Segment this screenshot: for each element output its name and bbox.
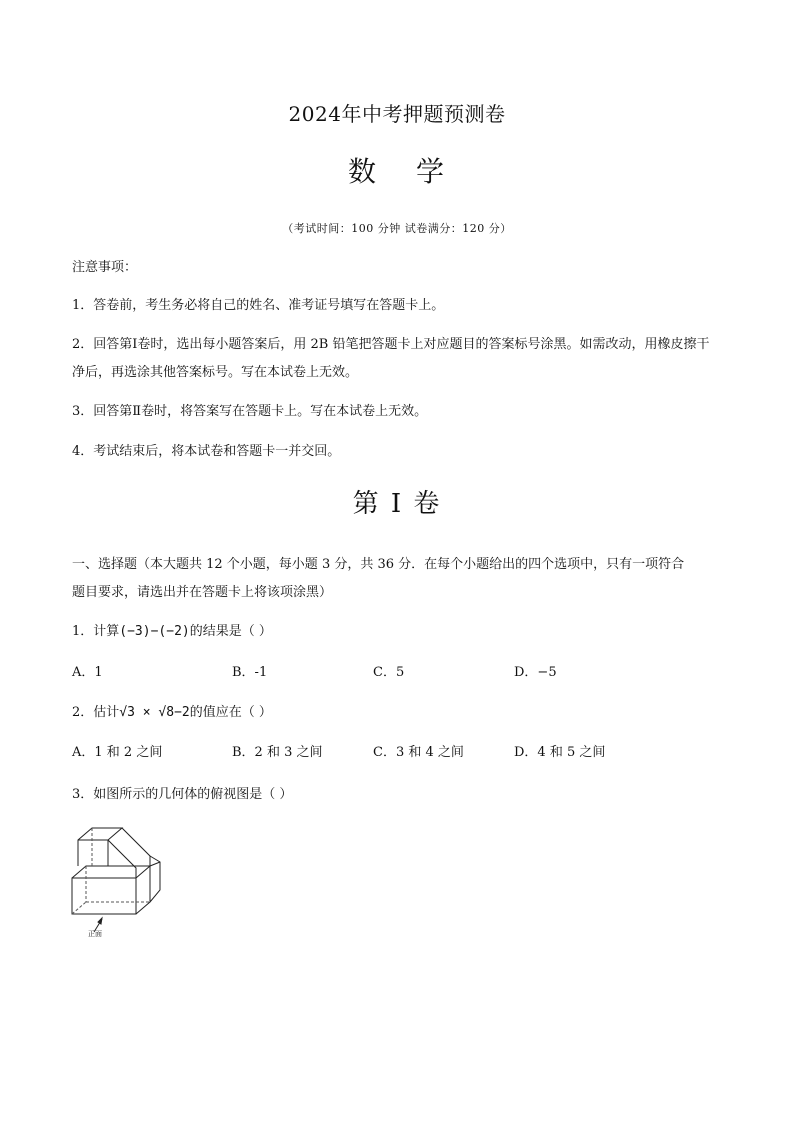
exam-meta: （考试时间：100 分钟 试卷满分：120 分） [282, 222, 512, 235]
question-2-prefix: 2．估计 [72, 705, 120, 720]
subject-char-2: 学 [416, 155, 447, 188]
question-1-option-a: A．1 [72, 665, 103, 680]
section-title: 第 I 卷 [352, 489, 442, 519]
question-1-prefix: 1．计算 [72, 624, 120, 639]
figure-front-label: 正面 [88, 930, 102, 938]
figure-slant-top [122, 828, 150, 866]
notice-heading: 注意事项： [72, 260, 138, 275]
section-instruction-line-2: 题目要求，请选出并在答题卡上将该项涂黑） [72, 585, 333, 600]
notice-item-2: 2．回答第Ⅰ卷时，选出每小题答案后，用 2B 铅笔把答题卡上对应题目的答案标号涂黑。如需改动，用橡皮擦干净后，再选涂其他答案标号。写在本试卷上无效。 [72, 337, 710, 380]
figure-right-wing-top [150, 862, 160, 866]
question-3-figure [64, 818, 174, 938]
figure-hidden-edge-4 [72, 902, 86, 914]
question-2-option-a: A．1 和 2 之间 [72, 745, 163, 760]
figure-slant-front [108, 840, 136, 878]
figure-side-edge [136, 866, 150, 914]
figure-front-face [72, 878, 136, 914]
question-2-option-b: B．2 和 3 之间 [232, 745, 323, 760]
notice-item-4: 4．考试结束后，将本试卷和答题卡一并交回。 [72, 444, 341, 459]
question-1-expression: (−3)−(−2) [119, 624, 190, 639]
subject-title [0, 150, 794, 190]
question-2-suffix: 的值应在（ ） [189, 705, 272, 720]
question-2-stem [72, 699, 272, 727]
question-1-stem [72, 618, 272, 646]
section-instruction-line-1: 一、选择题（本大题共 12 个小题，每小题 3 分，共 36 分．在每个小题给出的四个选项中，只有一项符合 [72, 557, 685, 572]
notice-item-1: 1．答卷前，考生务必将自己的姓名、准考证号填写在答题卡上。 [72, 298, 445, 313]
question-2-option-d: D．4 和 5 之间 [514, 745, 606, 760]
question-1-option-c: C．5 [373, 665, 405, 680]
question-1-suffix: 的结果是（ ） [189, 624, 272, 639]
front-arrow-head [98, 918, 102, 924]
question-2-expression: √3 × √8−2 [119, 705, 190, 720]
question-3-stem: 3．如图所示的几何体的俯视图是（ ） [72, 787, 293, 802]
exam-title: 2024年中考押题预测卷 [288, 102, 506, 126]
figure-top-edge [72, 866, 150, 878]
notice-item-3: 3．回答第Ⅱ卷时，将答案写在答题卡上。写在本试卷上无效。 [72, 404, 428, 419]
question-2-option-c: C．3 和 4 之间 [373, 745, 464, 760]
subject-char-1: 数 [347, 155, 378, 188]
question-1-option-d: D．−5 [514, 665, 557, 680]
question-1-option-b: B．-1 [232, 665, 268, 680]
